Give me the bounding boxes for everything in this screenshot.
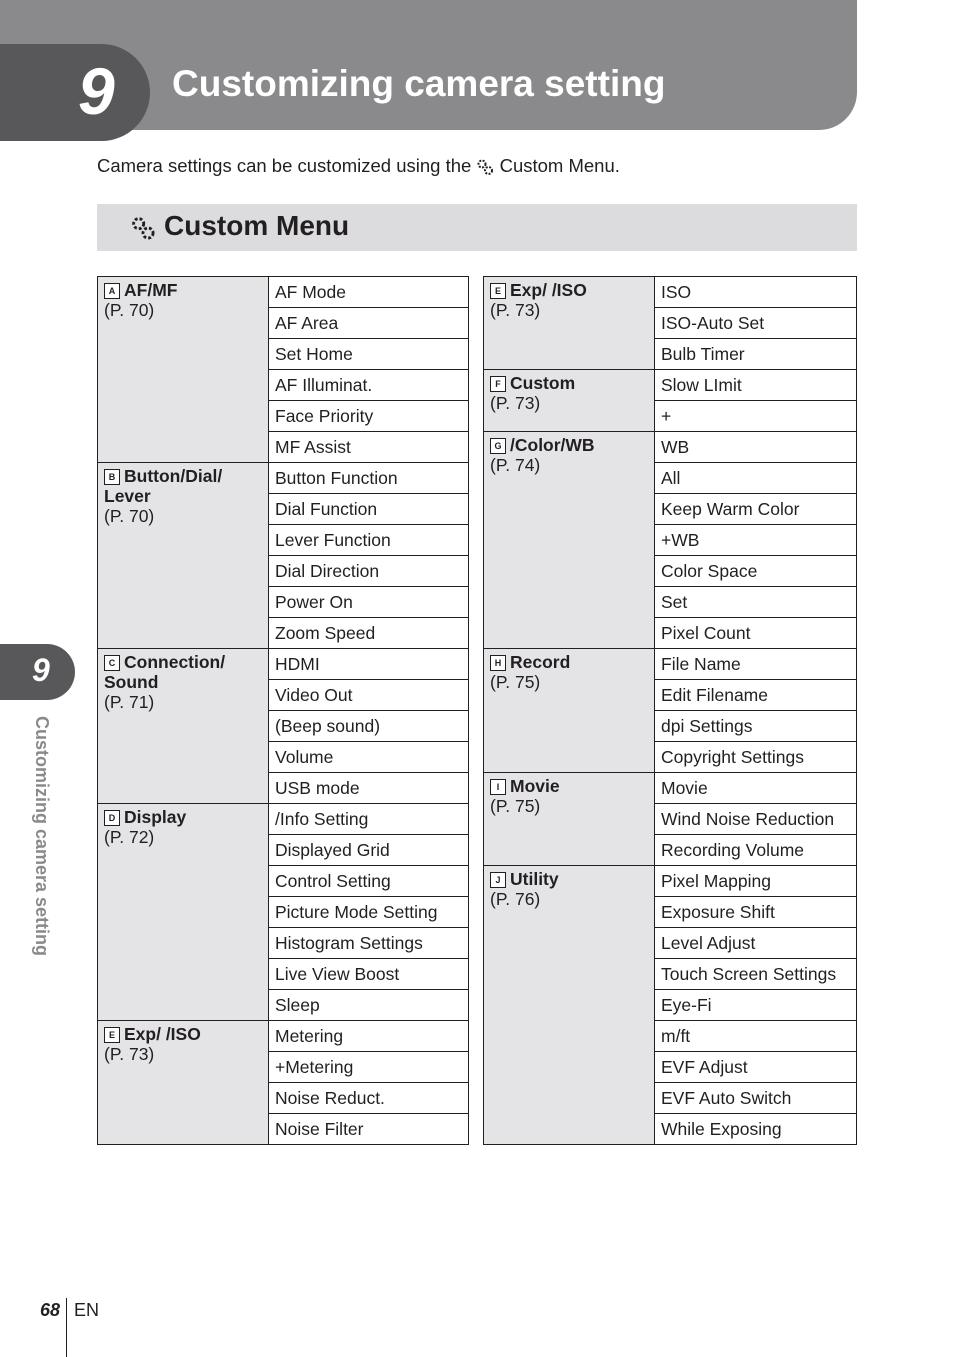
menu-item: Keep Warm Color [655, 494, 857, 525]
side-chapter-number: 9 [32, 652, 50, 688]
category-page-ref: (P. 73) [490, 393, 541, 414]
category-name: AF/MF [124, 280, 178, 300]
menu-item: /Info Setting [269, 804, 469, 835]
menu-item: Displayed Grid [269, 835, 469, 866]
category-name: Exp/ /ISO [124, 1024, 201, 1044]
category-page-ref: (P. 73) [490, 300, 541, 321]
menu-item: Dial Direction [269, 556, 469, 587]
menu-item: Touch Screen Settings [655, 959, 857, 990]
category-name: Custom [510, 373, 576, 393]
table-row [98, 804, 469, 835]
category-badge-icon: G [490, 438, 506, 454]
menu-item: dpi Settings [655, 711, 857, 742]
menu-item: Noise Reduct. [269, 1083, 469, 1114]
category-name: Movie [510, 776, 560, 796]
table-row [484, 277, 857, 308]
category-cell [98, 649, 269, 804]
menu-item: +WB [655, 525, 857, 556]
custom-menu-icon [476, 158, 494, 176]
menu-item: Sleep [269, 990, 469, 1021]
category-badge-icon: H [490, 655, 506, 671]
side-chapter-label: Customizing camera setting [32, 716, 52, 957]
menu-item: ISO-Auto Set [655, 308, 857, 339]
category-cell [98, 463, 269, 649]
category-badge-icon: C [104, 655, 120, 671]
category-page-ref: (P. 71) [104, 692, 155, 713]
table-row [484, 866, 857, 897]
menu-item: EVF Adjust [655, 1052, 857, 1083]
menu-item: ISO [655, 277, 857, 308]
table-row [98, 277, 469, 308]
intro-after: Custom Menu. [499, 155, 620, 176]
menu-item: HDMI [269, 649, 469, 680]
menu-item: Lever Function [269, 525, 469, 556]
chapter-tab [0, 44, 150, 141]
menu-item: Set Home [269, 339, 469, 370]
intro-text [97, 155, 620, 177]
menu-item: While Exposing [655, 1114, 857, 1145]
menu-item: EVF Auto Switch [655, 1083, 857, 1114]
category-cell [98, 1021, 269, 1145]
category-page-ref: (P. 75) [490, 796, 541, 817]
menu-item: Level Adjust [655, 928, 857, 959]
category-cell [484, 370, 655, 432]
custom-menu-icon [130, 215, 156, 241]
category-badge-icon: E [490, 283, 506, 299]
table-row [484, 649, 857, 680]
table-row [98, 1021, 469, 1052]
menu-item: WB [655, 432, 857, 463]
menu-item: Set [655, 587, 857, 618]
category-name: Utility [510, 869, 559, 889]
category-badge-icon: E [104, 1027, 120, 1043]
menu-item: Power On [269, 587, 469, 618]
menu-item: Edit Filename [655, 680, 857, 711]
menu-item: Slow LImit [655, 370, 857, 401]
menu-item: Zoom Speed [269, 618, 469, 649]
menu-item: Copyright Settings [655, 742, 857, 773]
menu-item: AF Mode [269, 277, 469, 308]
menu-item: (Beep sound) [269, 711, 469, 742]
category-page-ref: (P. 75) [490, 672, 541, 693]
section-title-text: Custom Menu [164, 210, 350, 241]
menu-item: Bulb Timer [655, 339, 857, 370]
category-page-ref: (P. 70) [104, 300, 155, 321]
menu-item: m/ft [655, 1021, 857, 1052]
table-row [484, 773, 857, 804]
category-name: Exp/ /ISO [510, 280, 587, 300]
category-badge-icon: D [104, 810, 120, 826]
section-title [130, 210, 349, 242]
category-page-ref: (P. 76) [490, 889, 541, 910]
menu-item: AF Area [269, 308, 469, 339]
category-cell [98, 277, 269, 463]
menu-item: Eye-Fi [655, 990, 857, 1021]
menu-item: Volume [269, 742, 469, 773]
menu-item: Movie [655, 773, 857, 804]
category-name: /Color/WB [510, 435, 595, 455]
menu-item: +Metering [269, 1052, 469, 1083]
page-number: 68 [40, 1300, 61, 1320]
intro-before: Camera settings can be customized using the [97, 155, 472, 176]
category-badge-icon: B [104, 469, 120, 485]
menu-item: Picture Mode Setting [269, 897, 469, 928]
menu-item: Color Space [655, 556, 857, 587]
category-badge-icon: F [490, 376, 506, 392]
menu-item: Histogram Settings [269, 928, 469, 959]
category-badge-icon: I [490, 779, 506, 795]
menu-item: Pixel Count [655, 618, 857, 649]
table-row [484, 370, 857, 401]
menu-item: Metering [269, 1021, 469, 1052]
footer-divider [66, 1298, 67, 1357]
category-badge-icon: A [104, 283, 120, 299]
category-name: Button/Dial/ Lever [104, 466, 223, 507]
category-page-ref: (P. 74) [490, 455, 541, 476]
category-badge-icon: J [490, 872, 506, 888]
menu-item: Live View Boost [269, 959, 469, 990]
custom-menu-table-right [483, 276, 857, 1145]
menu-item: Face Priority [269, 401, 469, 432]
menu-item: Exposure Shift [655, 897, 857, 928]
category-name: Connection/ Sound [104, 652, 226, 693]
custom-menu-table-left [97, 276, 469, 1145]
category-page-ref: (P. 70) [104, 506, 155, 527]
menu-item: AF Illuminat. [269, 370, 469, 401]
category-cell [484, 649, 655, 773]
category-page-ref: (P. 73) [104, 1044, 155, 1065]
menu-item: + [655, 401, 857, 432]
menu-item: Dial Function [269, 494, 469, 525]
page-language: EN [74, 1300, 100, 1320]
category-cell [484, 773, 655, 866]
chapter-title: Customizing camera setting [172, 63, 666, 104]
table-row [98, 463, 469, 494]
category-cell [98, 804, 269, 1021]
table-row [98, 649, 469, 680]
menu-item: MF Assist [269, 432, 469, 463]
category-page-ref: (P. 72) [104, 827, 155, 848]
menu-item: Recording Volume [655, 835, 857, 866]
menu-item: Button Function [269, 463, 469, 494]
category-cell [484, 277, 655, 370]
menu-item: Noise Filter [269, 1114, 469, 1145]
menu-item: USB mode [269, 773, 469, 804]
menu-item: Pixel Mapping [655, 866, 857, 897]
menu-item: File Name [655, 649, 857, 680]
menu-item: Wind Noise Reduction [655, 804, 857, 835]
table-row [484, 432, 857, 463]
menu-item: All [655, 463, 857, 494]
menu-item: Video Out [269, 680, 469, 711]
category-cell [484, 432, 655, 649]
category-name: Record [510, 652, 571, 672]
category-name: Display [124, 807, 187, 827]
chapter-number: 9 [78, 54, 115, 128]
menu-item: Control Setting [269, 866, 469, 897]
category-cell [484, 866, 655, 1145]
